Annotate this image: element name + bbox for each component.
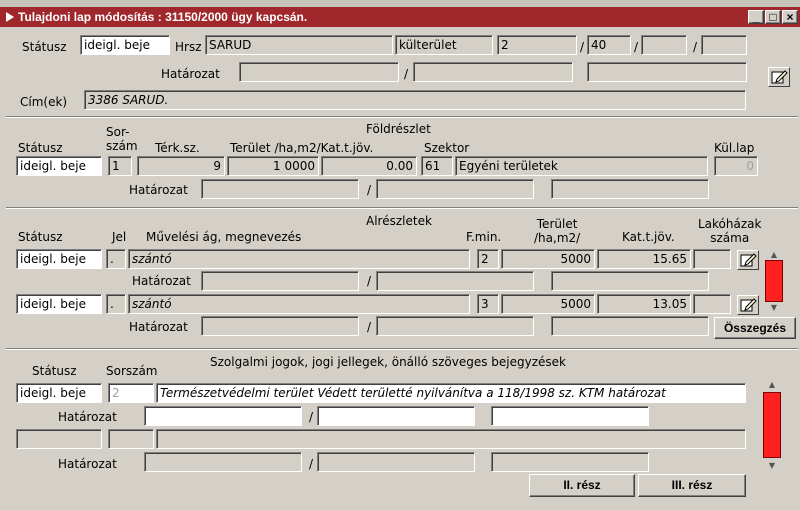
edit-icon [738,296,758,314]
ar-row1-hatarozat-2[interactable] [376,271,534,291]
fr-hatarozat-field-2[interactable] [376,179,534,199]
sz-row2-sorszam[interactable] [108,429,154,449]
fr-szektor-field[interactable]: Egyéni területek [455,156,708,176]
fr-statusz-field[interactable]: ideigl. beje [16,156,102,176]
window-title: Tulajdoni lap módosítás : 31150/2000 ügy kapcsán. [18,10,308,24]
ii-resz-button[interactable]: II. rész [529,474,635,497]
sz-hatarozat1-field-3[interactable] [491,406,649,426]
ar-h-katt: Kat.t.jöv. [622,230,675,244]
ar-row2-katt[interactable]: 13.05 [597,294,691,314]
ar-h-terulet: Terület /ha,m2/ [534,217,581,245]
sz-hatarozat2-field-1[interactable] [144,452,302,472]
scroll-down-icon[interactable]: ▼ [768,461,776,470]
sz-text-field[interactable]: Természetvédelmi terület Védett területté nyilvánítva a 118/1998 sz. KTM határozat [156,383,746,403]
ar-row2-statusz[interactable]: ideigl. beje [16,294,102,314]
fr-h-statusz: Státusz [18,141,63,155]
fr-hatarozat-field-3[interactable] [551,179,709,199]
top-hatarozat-field-3[interactable] [587,62,747,82]
kulterulet-field[interactable]: külterület [395,35,493,55]
ar-h-jel: Jel [112,230,127,244]
scroll-up-icon[interactable]: ▲ [770,250,778,259]
ar-row1-muvelesi[interactable]: szántó [128,249,470,269]
ar-row2-lakohaz[interactable] [693,294,731,314]
sz-hatarozat1-field-2[interactable] [317,406,475,426]
hrsz-number-field[interactable]: 2 [497,35,577,55]
iii-resz-button[interactable]: III. rész [638,474,746,497]
ar-row1-lakohaz[interactable] [693,249,731,269]
top-strip [0,0,800,7]
hrsz-label: Hrsz [175,40,202,54]
separator-2 [6,207,798,209]
fr-szektor-kod-field[interactable]: 61 [421,156,453,176]
hrsz-sub-field[interactable]: 40 [587,35,631,55]
sz-hatarozat2-field-3[interactable] [491,452,649,472]
ar-row2-jel[interactable]: . [106,294,126,314]
fr-h-sorszam: Sor- szám [106,125,138,153]
hrsz-slash-2: / [634,40,639,54]
ar-row1-katt[interactable]: 15.65 [597,249,691,269]
hrsz-sub3-field[interactable] [701,35,747,55]
scroll-thumb[interactable] [765,260,783,302]
separator-1 [6,116,798,118]
ar-h-lakohaz: Lakóházak száma [698,217,762,245]
app-icon [6,12,14,22]
top-hatarozat-label: Határozat [161,67,220,81]
title-bar [0,7,800,27]
ar-row1-hatarozat-3[interactable] [551,271,709,291]
ar-row1-fmin[interactable]: 2 [477,249,499,269]
alreszletek-title: Alrészletek [366,214,432,228]
sz-row2-text[interactable] [156,429,746,449]
scroll-down-icon[interactable]: ▼ [770,303,778,312]
cim-label: Cím(ek) [20,95,68,109]
fr-hatarozat-label: Határozat [129,183,188,197]
sz-hatarozat-label-2: Határozat [58,457,117,471]
szolgalmi-title: Szolgalmi jogok, jogi jellegek, önálló szöveges bejegyzések [210,355,567,369]
ar-row1-statusz[interactable]: ideigl. beje [16,249,102,269]
ar-row1-hatarozat-label: Határozat [132,274,191,288]
ar-row2-edit-button[interactable] [737,295,759,315]
ar-h-muvelesi: Művelési ág, megnevezés [146,230,302,244]
fr-h-terksz: Térk.sz. [155,141,200,155]
statusz-label: Státusz [22,40,67,54]
ar-row1-hatarozat-1[interactable] [201,271,359,291]
fr-hatarozat-slash: / [367,183,372,197]
ar-row1-jel[interactable]: . [106,249,126,269]
top-hatarozat-slash: / [404,67,409,81]
edit-icon [769,68,789,86]
top-edit-button[interactable] [768,67,790,87]
fr-sorszam-field[interactable]: 1 [108,156,132,176]
sz-sorszam-field[interactable]: 2 [108,383,154,403]
fr-terksz-field[interactable]: 9 [137,156,225,176]
ar-row1-edit-button[interactable] [737,250,759,270]
sz-hatarozat2-field-2[interactable] [317,452,475,472]
hrsz-sub2-field[interactable] [641,35,687,55]
top-hatarozat-field-1[interactable] [239,62,399,82]
sz-h-sorszam: Sorszám [106,364,158,378]
sz-hatarozat1-field-1[interactable] [144,406,302,426]
fr-h-kullap: Kül.lap [714,141,755,155]
minimize-button[interactable]: _ [748,10,764,24]
statusz-field[interactable]: ideigl. beje [80,35,170,55]
ar-row2-hatarozat-3[interactable] [551,316,709,336]
cim-field[interactable]: 3386 SARUD. [84,90,746,110]
fr-katt-field[interactable]: 0.00 [321,156,417,176]
ar-row1-hatarozat-slash: / [367,274,372,288]
ar-h-fmin: F.min. [466,230,502,244]
hrsz-slash-3: / [693,40,698,54]
ar-row2-fmin[interactable]: 3 [477,294,499,314]
sz-h-statusz: Státusz [32,364,77,378]
scroll-thumb[interactable] [763,392,781,458]
fr-terulet-field[interactable]: 1 0000 [227,156,319,176]
separator-3 [6,348,798,350]
top-hatarozat-field-2[interactable] [413,62,573,82]
osszegzes-button[interactable]: Összegzés [714,317,796,339]
fr-h-terulet: Terület /ha,m2/Kat.t.jöv. [230,141,374,155]
alreszletek-scrollbar[interactable] [762,250,786,312]
maximize-button[interactable]: □ [765,10,781,24]
ar-row2-hatarozat-1[interactable] [201,316,359,336]
fr-h-szektor: Szektor [424,141,470,155]
fr-hatarozat-field-1[interactable] [201,179,359,199]
szolgalmi-scrollbar[interactable] [760,380,784,470]
sz-hatarozat2-slash: / [309,457,314,471]
ar-row1-terulet[interactable]: 5000 [501,249,595,269]
sz-statusz-field[interactable]: ideigl. beje [16,383,102,403]
sz-hatarozat-label-1: Határozat [58,410,117,424]
hrsz-slash-1: / [580,40,585,54]
ar-h-statusz: Státusz [18,230,63,244]
foldreszlet-title: Földrészlet [366,122,431,136]
fr-kullap-field[interactable]: 0 [714,156,758,176]
hrsz-place-field[interactable]: SARUD [205,35,393,55]
edit-icon [738,251,758,269]
ar-row2-hatarozat-slash: / [367,320,372,334]
sz-row2-statusz[interactable] [16,429,102,449]
ar-row2-terulet[interactable]: 5000 [501,294,595,314]
ar-row2-muvelesi[interactable]: szántó [128,294,470,314]
close-button[interactable]: × [782,10,798,24]
scroll-up-icon[interactable]: ▲ [768,380,776,389]
ar-row2-hatarozat-2[interactable] [376,316,534,336]
ar-row2-hatarozat-label: Határozat [129,320,188,334]
sz-hatarozat1-slash: / [309,410,314,424]
